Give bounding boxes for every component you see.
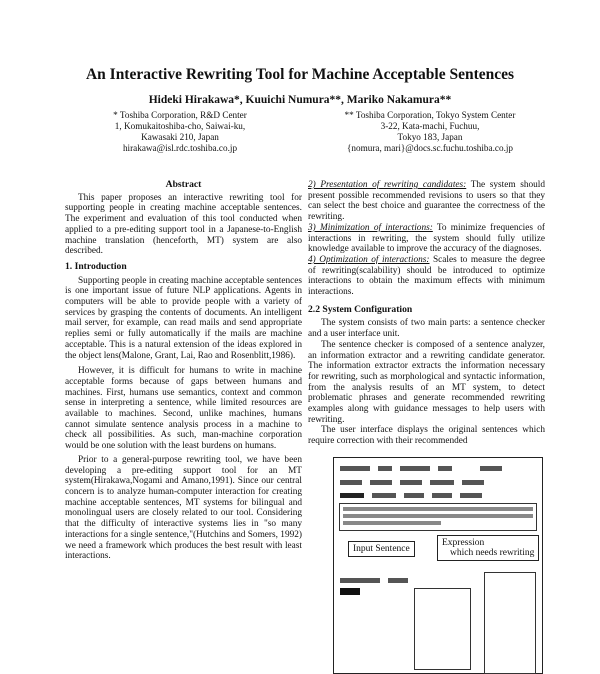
figure-highlight	[340, 588, 360, 595]
paragraph: Supporting people in creating machine acceptable sentences is one important issue of future NLP applications. Agents in computers will be able to provide people with a variety of services by grasping the contents of documents. An intelligent mail server, for example, can read mails and send appropriate replies semi or fully automatically if the mails are machine acceptable. This is a natural extension of the ideas explored in the object lens(Malone, Grant, Lai, Rao and Rosenblitt,1986).	[65, 275, 302, 361]
paragraph: The sentence checker is composed of a sentence analyzer, an information extractor and a rewriting candidate generator. The information extractor extracts the information necessary for rewriting, such as morphological and syntactic information, from the analysis results of an MT system, to detect problematic phrases and generate recommended rewriting examples along with guidance messages to help users with rewriting.	[308, 339, 545, 425]
requirement-label: 2) Presentation of rewriting candidates:	[308, 180, 467, 190]
section-heading: 1. Introduction	[65, 260, 127, 272]
authors: Hideki Hirakawa*, Kuuichi Numura**, Mariko Nakamura**	[148, 94, 452, 106]
aff-line: 1, Komukaitoshiba-cho, Saiwai-ku,	[114, 121, 246, 131]
paragraph: However, it is difficult for humans to write in machine acceptable forms because of gaps between humans and machines. First, humans use semantics, context and common sense in interpreting a sentence, while limited resources are available to machines. Second, unlike machines, humans cannot simulate sentence analysis process in a machine to check all possibilities. As such, man-machine corporation would be one solution with the least burdens on humans.	[65, 366, 302, 452]
aff-line: Tokyo 183, Japan	[397, 132, 463, 142]
expr-line: Expression	[442, 537, 485, 548]
requirement-text: The system should present possible recommended revisions to users so that they can select the best choice and guarantee the correctness of the rewriting.	[308, 180, 545, 223]
aff-line: Kawasaki 210, Japan	[141, 132, 219, 142]
paragraph: Prior to a general-purpose rewriting tool, we have been developing a pre-editing support tool for an MT system(Hirakawa,Nogami and Amano,1991). Since our central concern is to analyze human-computer interaction for creating machine acceptable sentences, MT systems for bilingual and monolingual users are closely related to our tool. Considering that the difficulty of interactive systems lies in "so many interactions for a single sentence,"(Hutchins and Somers, 1992) we need a framework which produces the best result with least interactions.	[65, 454, 302, 562]
aff-line: ** Toshiba Corporation, Tokyo System Center	[344, 110, 516, 120]
left-column	[65, 180, 302, 562]
figure-candidate-panel	[414, 588, 471, 670]
paragraph: The system consists of two main parts: a sentence checker and a user interface unit.	[308, 318, 545, 340]
figure-button-row	[340, 491, 536, 499]
expression-label	[437, 535, 539, 561]
requirement	[308, 223, 545, 255]
abstract-text: This paper proposes an interactive rewriting tool for supporting people in creating machine acceptable sentences. The experiment and evaluation of this tool conducted when applied to a pre-editing support tool in a Japanese-to-English machine translation (henceforth, MT) system are also described.	[65, 192, 302, 257]
requirement-label: 3) Minimization of interactions:	[308, 222, 433, 233]
aff-line: * Toshiba Corporation, R&D Center	[113, 110, 247, 120]
requirement-text: To minimize frequencies of interactions in rewriting, the system should fully utilize knowledge available to improve the accuracy of the diagnoses.	[308, 222, 545, 255]
figure-button-row	[340, 478, 536, 486]
figure-sentence-box	[339, 503, 537, 531]
abstract-heading: Abstract	[165, 179, 202, 190]
aff-email: hirakawa@isl.rdc.toshiba.co.jp	[122, 143, 238, 153]
figure-menu-row	[340, 464, 536, 472]
paper-title: An Interactive Rewriting Tool for Machine Acceptable Sentences	[85, 66, 515, 83]
input-sentence-label: Input Sentence	[348, 541, 415, 557]
ui-screenshot-figure	[333, 457, 543, 674]
figure-side-panel	[484, 572, 536, 674]
requirement-label: 4) Optimization of interactions:	[308, 254, 430, 265]
affiliation-1	[70, 110, 290, 154]
requirement	[308, 180, 545, 223]
requirement-text: Scales to measure the degree of rewriting(scalability) should be introduced to optimize interactions to obtain the maximum effects with minimum interactions.	[308, 254, 545, 298]
requirement	[308, 255, 545, 298]
aff-line: 3-22, Kata-machi, Fuchuu,	[380, 121, 480, 131]
section-heading: 2.2 System Configuration	[308, 303, 413, 315]
aff-email: {nomura, mari}@docs.sc.fuchu.toshiba.co.jp	[346, 143, 514, 153]
expr-line: which needs rewriting	[450, 547, 535, 558]
affiliation-2	[310, 110, 550, 154]
paragraph: The user interface displays the original sentences which require correction with their recommended	[308, 425, 545, 447]
